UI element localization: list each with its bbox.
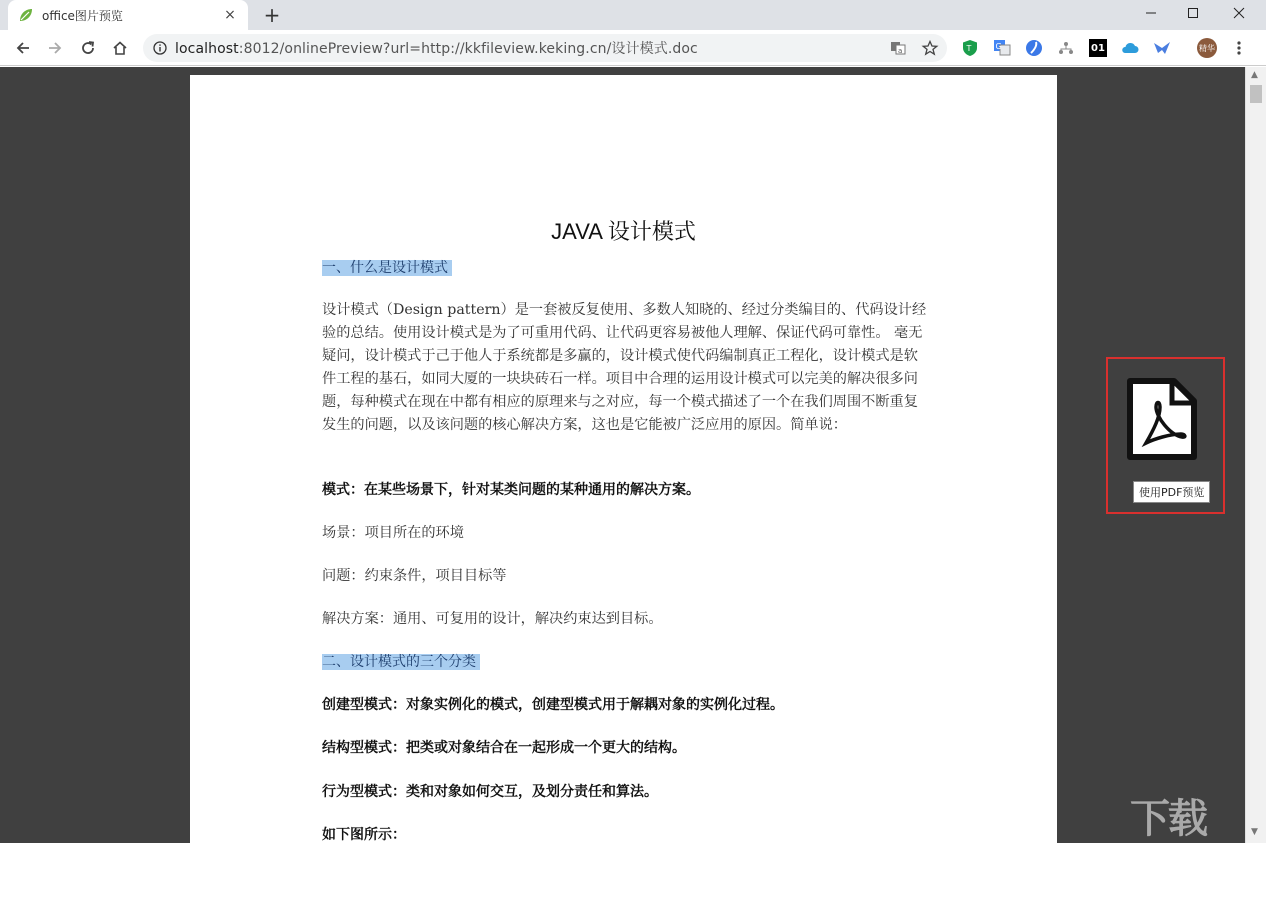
creational-line: 创建型模式：对象实例化的模式，创建型模式用于解耦对象的实例化过程。: [322, 697, 784, 713]
scene-line: 场景：项目所在的环境: [322, 525, 464, 541]
svg-text:G: G: [995, 42, 1002, 51]
reload-icon[interactable]: [76, 36, 100, 60]
url-path: :8012/onlinePreview?url=http://kkfileview.keking.cn/设计模式.doc: [238, 41, 698, 57]
tab-title: office图片预览: [42, 8, 123, 23]
bookmark-star-icon[interactable]: [922, 40, 938, 56]
window-close-icon[interactable]: [1216, 0, 1262, 30]
scroll-up-icon[interactable]: ▲: [1251, 70, 1258, 80]
google-translate-icon[interactable]: [993, 39, 1011, 57]
section1-heading: 一、什么是设计模式: [322, 260, 452, 276]
extension-01-icon[interactable]: 01: [1089, 39, 1107, 57]
svg-text:T: T: [966, 44, 972, 53]
document-title: JAVA 设计模式: [551, 219, 696, 244]
tab-strip: [0, 0, 1266, 30]
figure-intro-line: 如下图所示：: [322, 827, 406, 843]
behavioral-line: 行为型模式：类和对象如何交互，及划分责任和算法。: [322, 784, 658, 800]
section2-heading-block: [322, 651, 930, 674]
svg-text:a: a: [898, 47, 903, 55]
extension-network-icon[interactable]: [1057, 39, 1075, 57]
shield-extension-icon[interactable]: [961, 39, 979, 57]
info-icon[interactable]: [153, 41, 167, 55]
cloud-extension-icon[interactable]: [1121, 39, 1139, 57]
extension-globe-icon[interactable]: [1025, 39, 1043, 57]
leaf-icon: [18, 7, 34, 23]
structural-line: 结构型模式：把类或对象结合在一起形成一个更大的结构。: [322, 740, 686, 756]
back-icon[interactable]: [11, 36, 35, 60]
watermark-logo: 下载吧: [1130, 796, 1206, 899]
tab-close-icon[interactable]: ×: [224, 7, 236, 23]
minimize-icon[interactable]: [1128, 0, 1174, 30]
url-text: [175, 38, 698, 58]
scroll-down-icon[interactable]: ▼: [1251, 827, 1258, 837]
problem-line: 问题：约束条件，项目目标等: [322, 568, 507, 584]
home-icon[interactable]: [108, 36, 132, 60]
browser-tab[interactable]: [8, 0, 248, 30]
vertical-scrollbar[interactable]: [1245, 67, 1266, 843]
url-host: localhost: [175, 41, 239, 57]
bird-extension-icon[interactable]: [1153, 39, 1171, 57]
new-tab-button[interactable]: +: [263, 3, 281, 27]
address-bar[interactable]: [143, 34, 947, 62]
menu-kebab-icon[interactable]: [1230, 39, 1248, 57]
translate-icon[interactable]: [890, 41, 906, 55]
document-page: [190, 75, 1057, 855]
pdf-preview-tooltip: 使用PDF预览: [1133, 481, 1210, 503]
profile-avatar[interactable]: 精华: [1197, 38, 1217, 58]
section2-heading: 二、设计模式的三个分类: [322, 654, 480, 670]
browser-toolbar: [0, 30, 1266, 66]
intro-paragraph: 设计模式（Design pattern）是一套被反复使用、多数人知晓的、经过分类编目的、代码设计经验的总结。使用设计模式是为了可重用代码、让代码更容易被他人理解、保证代码可靠性。 毫无疑问，设计模式于己于他人于系统都是多赢的，设计模式使代码编制真正工程化，设计模式是软件工程的基石，如同大厦的一块块砖石一样。项目中合理的运用设计模式可以完美的解决很多问题，每种模式在现在中都有相应的原理来与之对应，每一个模式描述了一个在我们周围不断重复发生的问题，以及该问题的核心解决方案，这也是它能被广泛应用的原因。简单说：: [322, 302, 927, 433]
maximize-icon[interactable]: [1170, 0, 1216, 30]
solution-line: 解决方案：通用、可复用的设计，解决约束达到目标。: [322, 611, 663, 627]
pattern-definition: 模式：在某些场景下，针对某类问题的某种通用的解决方案。: [322, 482, 700, 498]
forward-icon[interactable]: [43, 36, 67, 60]
scroll-thumb[interactable]: [1250, 85, 1262, 103]
section1-heading-block: [322, 257, 930, 280]
pdf-preview-button[interactable]: [1106, 357, 1225, 514]
pdf-file-icon[interactable]: [1126, 377, 1198, 461]
